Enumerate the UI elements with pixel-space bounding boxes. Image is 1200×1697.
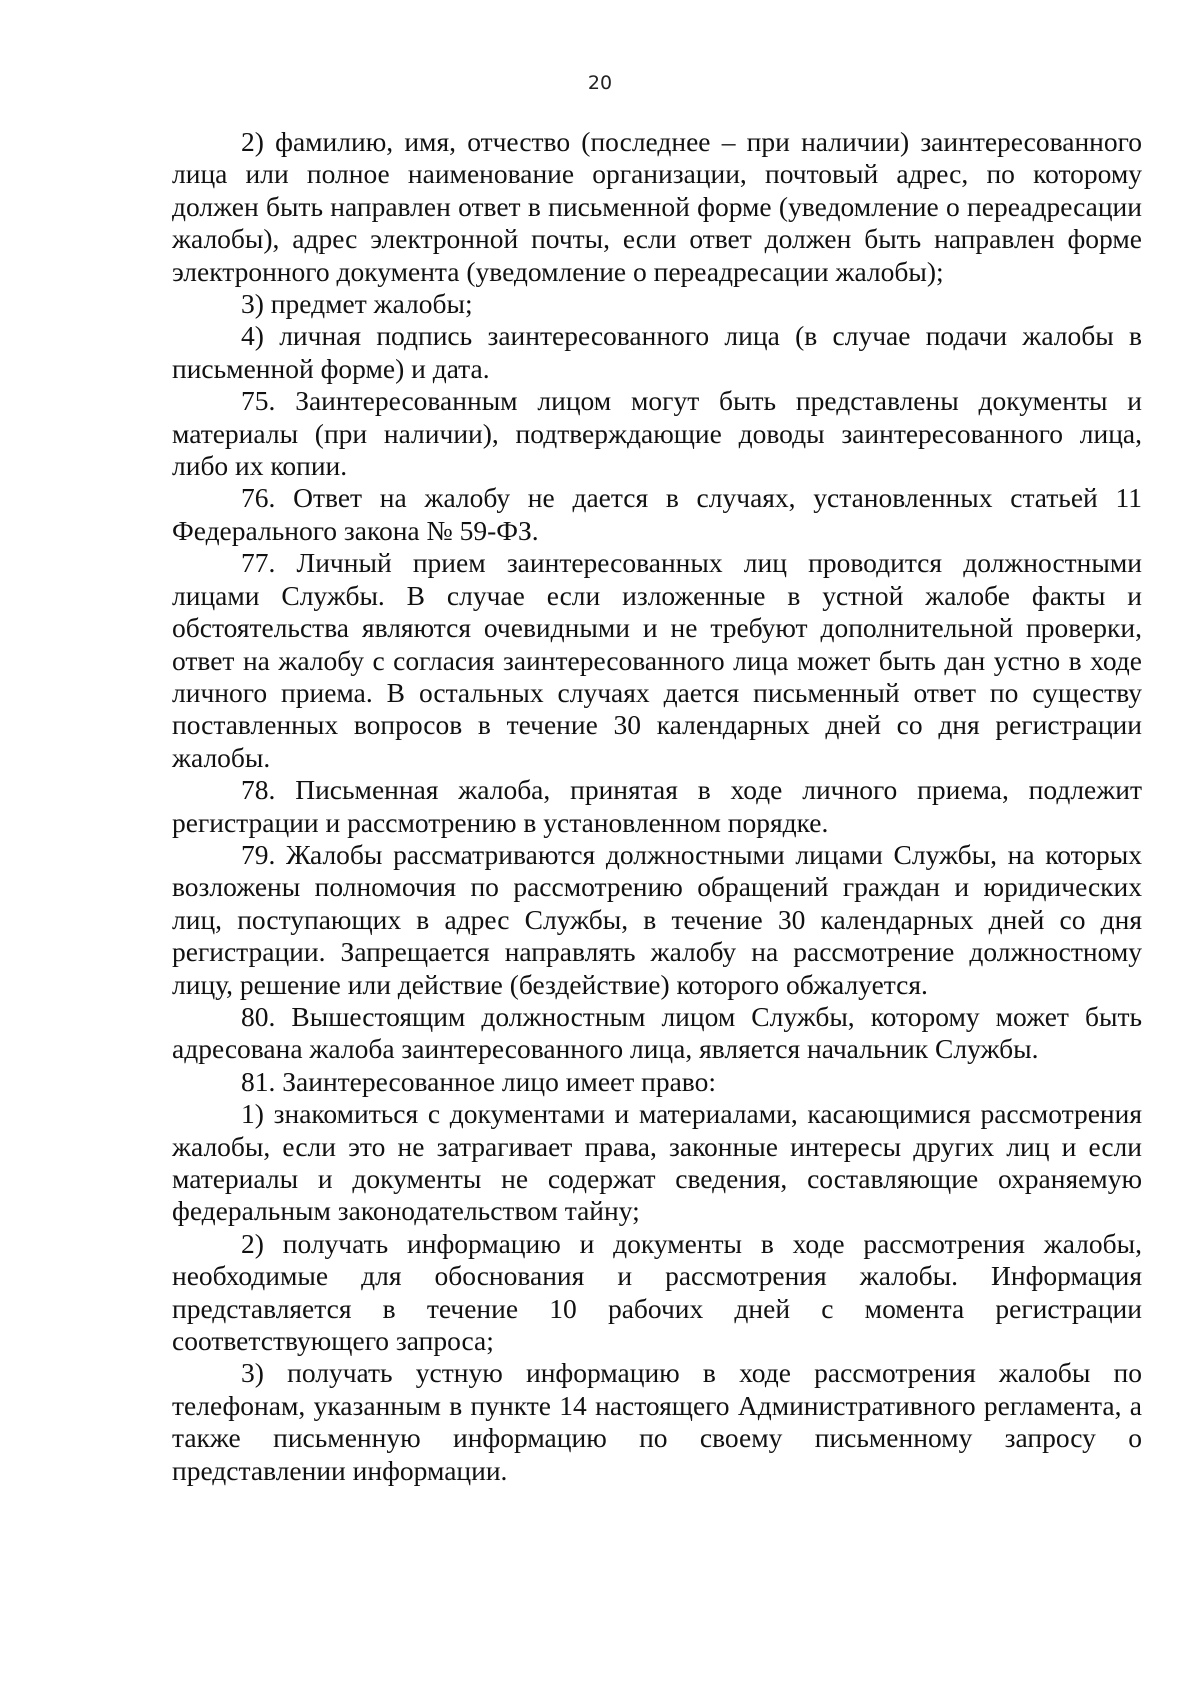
paragraph-78: 78. Письменная жалоба, принятая в ходе личного приема, подлежит регистрации и рассмотрению в установленном порядке. bbox=[172, 774, 1142, 838]
paragraph-81-item-1: 1) знакомиться с документами и материалами, касающимися рассмотрения жалобы, если это не затрагивает права, законные интересы других лиц и если материалы и документы не содержат сведения, составляющие охраняемую федеральным законодательством тайну; bbox=[172, 1098, 1142, 1227]
paragraph-81-item-3: 3) получать устную информацию в ходе рассмотрения жалобы по телефонам, указанным в пункте 14 настоящего Административного регламента, а также письменную информацию по своему письменному запросу о представлении информации. bbox=[172, 1357, 1142, 1486]
paragraph-80: 80. Вышестоящим должностным лицом Службы, которому может быть адресована жалоба заинтересованного лица, является начальник Службы. bbox=[172, 1000, 1142, 1065]
paragraph-81-item-2: 2) получать информацию и документы в ходе рассмотрения жалобы, необходимые для обоснования и рассмотрения жалобы. Информация представляется в течение 10 рабочих дней с момента регистрации соответствующего запроса; bbox=[172, 1227, 1142, 1357]
paragraph-77: 77. Личный прием заинтересованных лиц проводится должностными лицами Службы. В случае если изложенные в устной жалобе факты и обстоятельства являются очевидными и не требуют дополнительной проверки, ответ на жалобу с согласия заинтересованного лица может быть дан устно в ходе личного приема. В остальных случаях дается письменный ответ по существу поставленных вопросов в течение 30 календарных дней со дня регистрации жалобы. bbox=[172, 547, 1142, 773]
paragraph-item-4-signature: 4) личная подпись заинтересованного лица (в случае подачи жалобы в письменной форме) и дата. bbox=[172, 320, 1142, 384]
paragraph-81: 81. Заинтересованное лицо имеет право: bbox=[241, 1065, 716, 1097]
paragraph-item-2-full-name: 2) фамилию, имя, отчество (последнее – при наличии) заинтересованного лица или полное наименование организации, почтовый адрес, по которому должен быть направлен ответ в письменной форме (уведомление о переадресации жалобы), адрес электронной почты, если ответ должен быть направлен форме электронного документа (уведомление о переадресации жалобы); bbox=[172, 126, 1142, 287]
paragraph-75: 75. Заинтересованным лицом могут быть представлены документы и материалы (при наличии), подтверждающие доводы заинтересованного лица, либо их копии. bbox=[172, 385, 1142, 482]
paragraph-79: 79. Жалобы рассматриваются должностными лицами Службы, на которых возложены полномочия по рассмотрению обращений граждан и юридических лиц, поступающих в адрес Службы, в течение 30 календарных дней со дня регистрации. Запрещается направлять жалобу на рассмотрение должностному лицу, решение или действие (бездействие) которого обжалуется. bbox=[172, 838, 1142, 1000]
page-number: 20 bbox=[587, 72, 613, 94]
paragraph-item-3-subject: 3) предмет жалобы; bbox=[241, 288, 473, 320]
document-body bbox=[172, 126, 1142, 1487]
paragraph-76: 76. Ответ на жалобу не дается в случаях, установленных статьей 11 Федерального закона № 59-ФЗ. bbox=[172, 482, 1142, 546]
